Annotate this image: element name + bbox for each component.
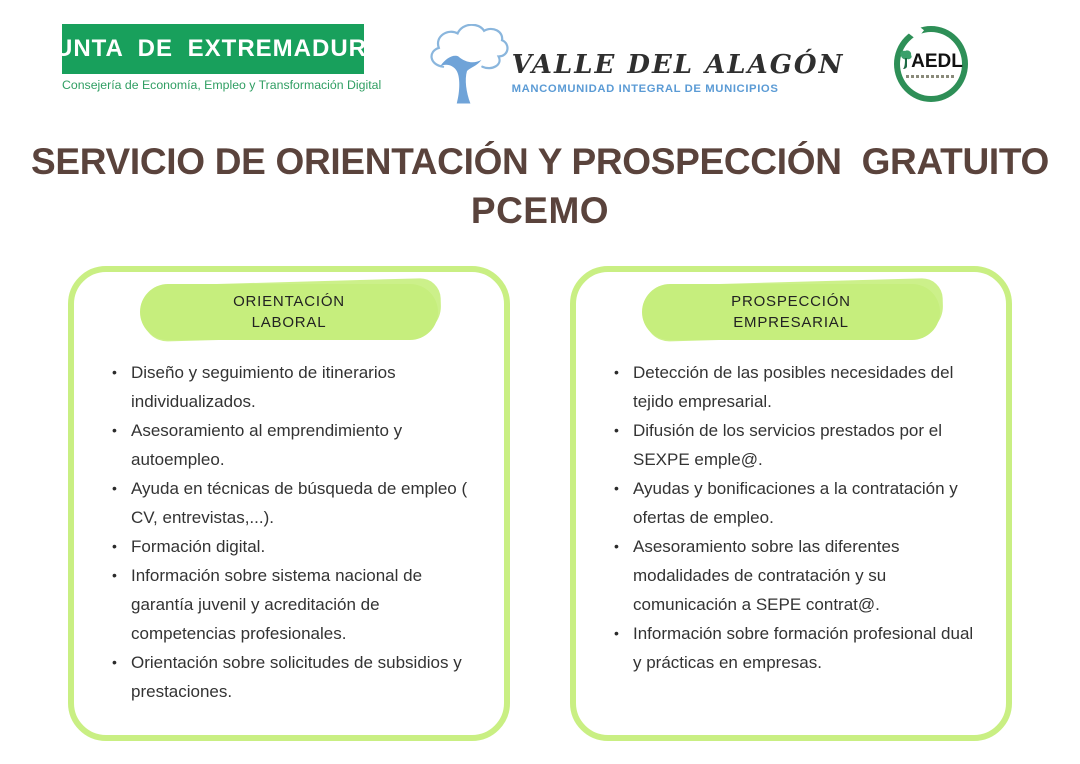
service-cards xyxy=(0,266,1080,741)
aedl-logo-acronym: AEDL xyxy=(911,50,963,72)
junta-logo-subtitle: Consejería de Economía, Empleo y Transformación Digital xyxy=(62,78,382,92)
valle-logo-text xyxy=(512,24,845,95)
orientacion-list xyxy=(98,358,480,706)
list-item: • Orientación sobre solicitudes de subsidios y prestaciones. xyxy=(112,648,478,706)
tree-river-icon xyxy=(424,24,510,106)
logo-header xyxy=(0,0,1080,112)
card-heading-prospeccion xyxy=(642,284,940,340)
list-item: • Asesoramiento sobre las diferentes modalidades de contratación y su comunicación a SEPE contrat@. xyxy=(614,532,980,619)
aedl-logo xyxy=(894,26,968,102)
list-item: • Diseño y seguimiento de itinerarios individualizados. xyxy=(112,358,478,416)
card-heading-line2: EMPRESARIAL xyxy=(733,313,849,331)
aedl-ring-gap xyxy=(904,20,924,39)
list-item: • Difusión de los servicios prestados por el SEXPE emple@. xyxy=(614,416,980,474)
valle-logo-title: VALLE DEL ALAGÓN xyxy=(511,50,845,80)
valle-del-alagon-logo xyxy=(424,24,845,106)
list-item: • Ayuda en técnicas de búsqueda de empleo ( CV, entrevistas,...). xyxy=(112,474,478,532)
junta-extremadura-logo xyxy=(40,24,386,92)
card-heading-line1: PROSPECCIÓN xyxy=(731,292,851,310)
list-item: • Detección de las posibles necesidades del tejido empresarial. xyxy=(614,358,980,416)
card-heading-orientacion xyxy=(140,284,438,340)
list-item: • Formación digital. xyxy=(112,532,478,561)
junta-logo-title: JUNTA DE EXTREMADURA xyxy=(40,35,386,62)
card-heading-line1: ORIENTACIÓN xyxy=(233,292,345,310)
card-heading-line2: LABORAL xyxy=(251,313,327,331)
page-title-line2: PCEMO xyxy=(470,189,610,231)
valle-logo-subtitle: MANCOMUNIDAD INTEGRAL DE MUNICIPIOS xyxy=(511,83,779,95)
list-item: • Asesoramiento al emprendimiento y autoempleo. xyxy=(112,416,478,474)
page-title xyxy=(0,138,1080,236)
list-item: • Información sobre sistema nacional de garantía juvenil y acreditación de competencias profesionales. xyxy=(112,561,478,648)
page-title-line1: SERVICIO DE ORIENTACIÓN Y PROSPECCIÓN GRATUITO xyxy=(31,141,1049,182)
list-item: • Ayudas y bonificaciones a la contratación y ofertas de empleo. xyxy=(614,474,980,532)
prospeccion-list xyxy=(600,358,982,677)
aedl-logo-tagline xyxy=(906,75,956,78)
list-item: • Información sobre formación profesional dual y prácticas en empresas. xyxy=(614,619,980,677)
card-orientacion-laboral xyxy=(68,266,510,741)
card-prospeccion-empresarial xyxy=(570,266,1012,741)
junta-logo-banner xyxy=(40,24,386,74)
